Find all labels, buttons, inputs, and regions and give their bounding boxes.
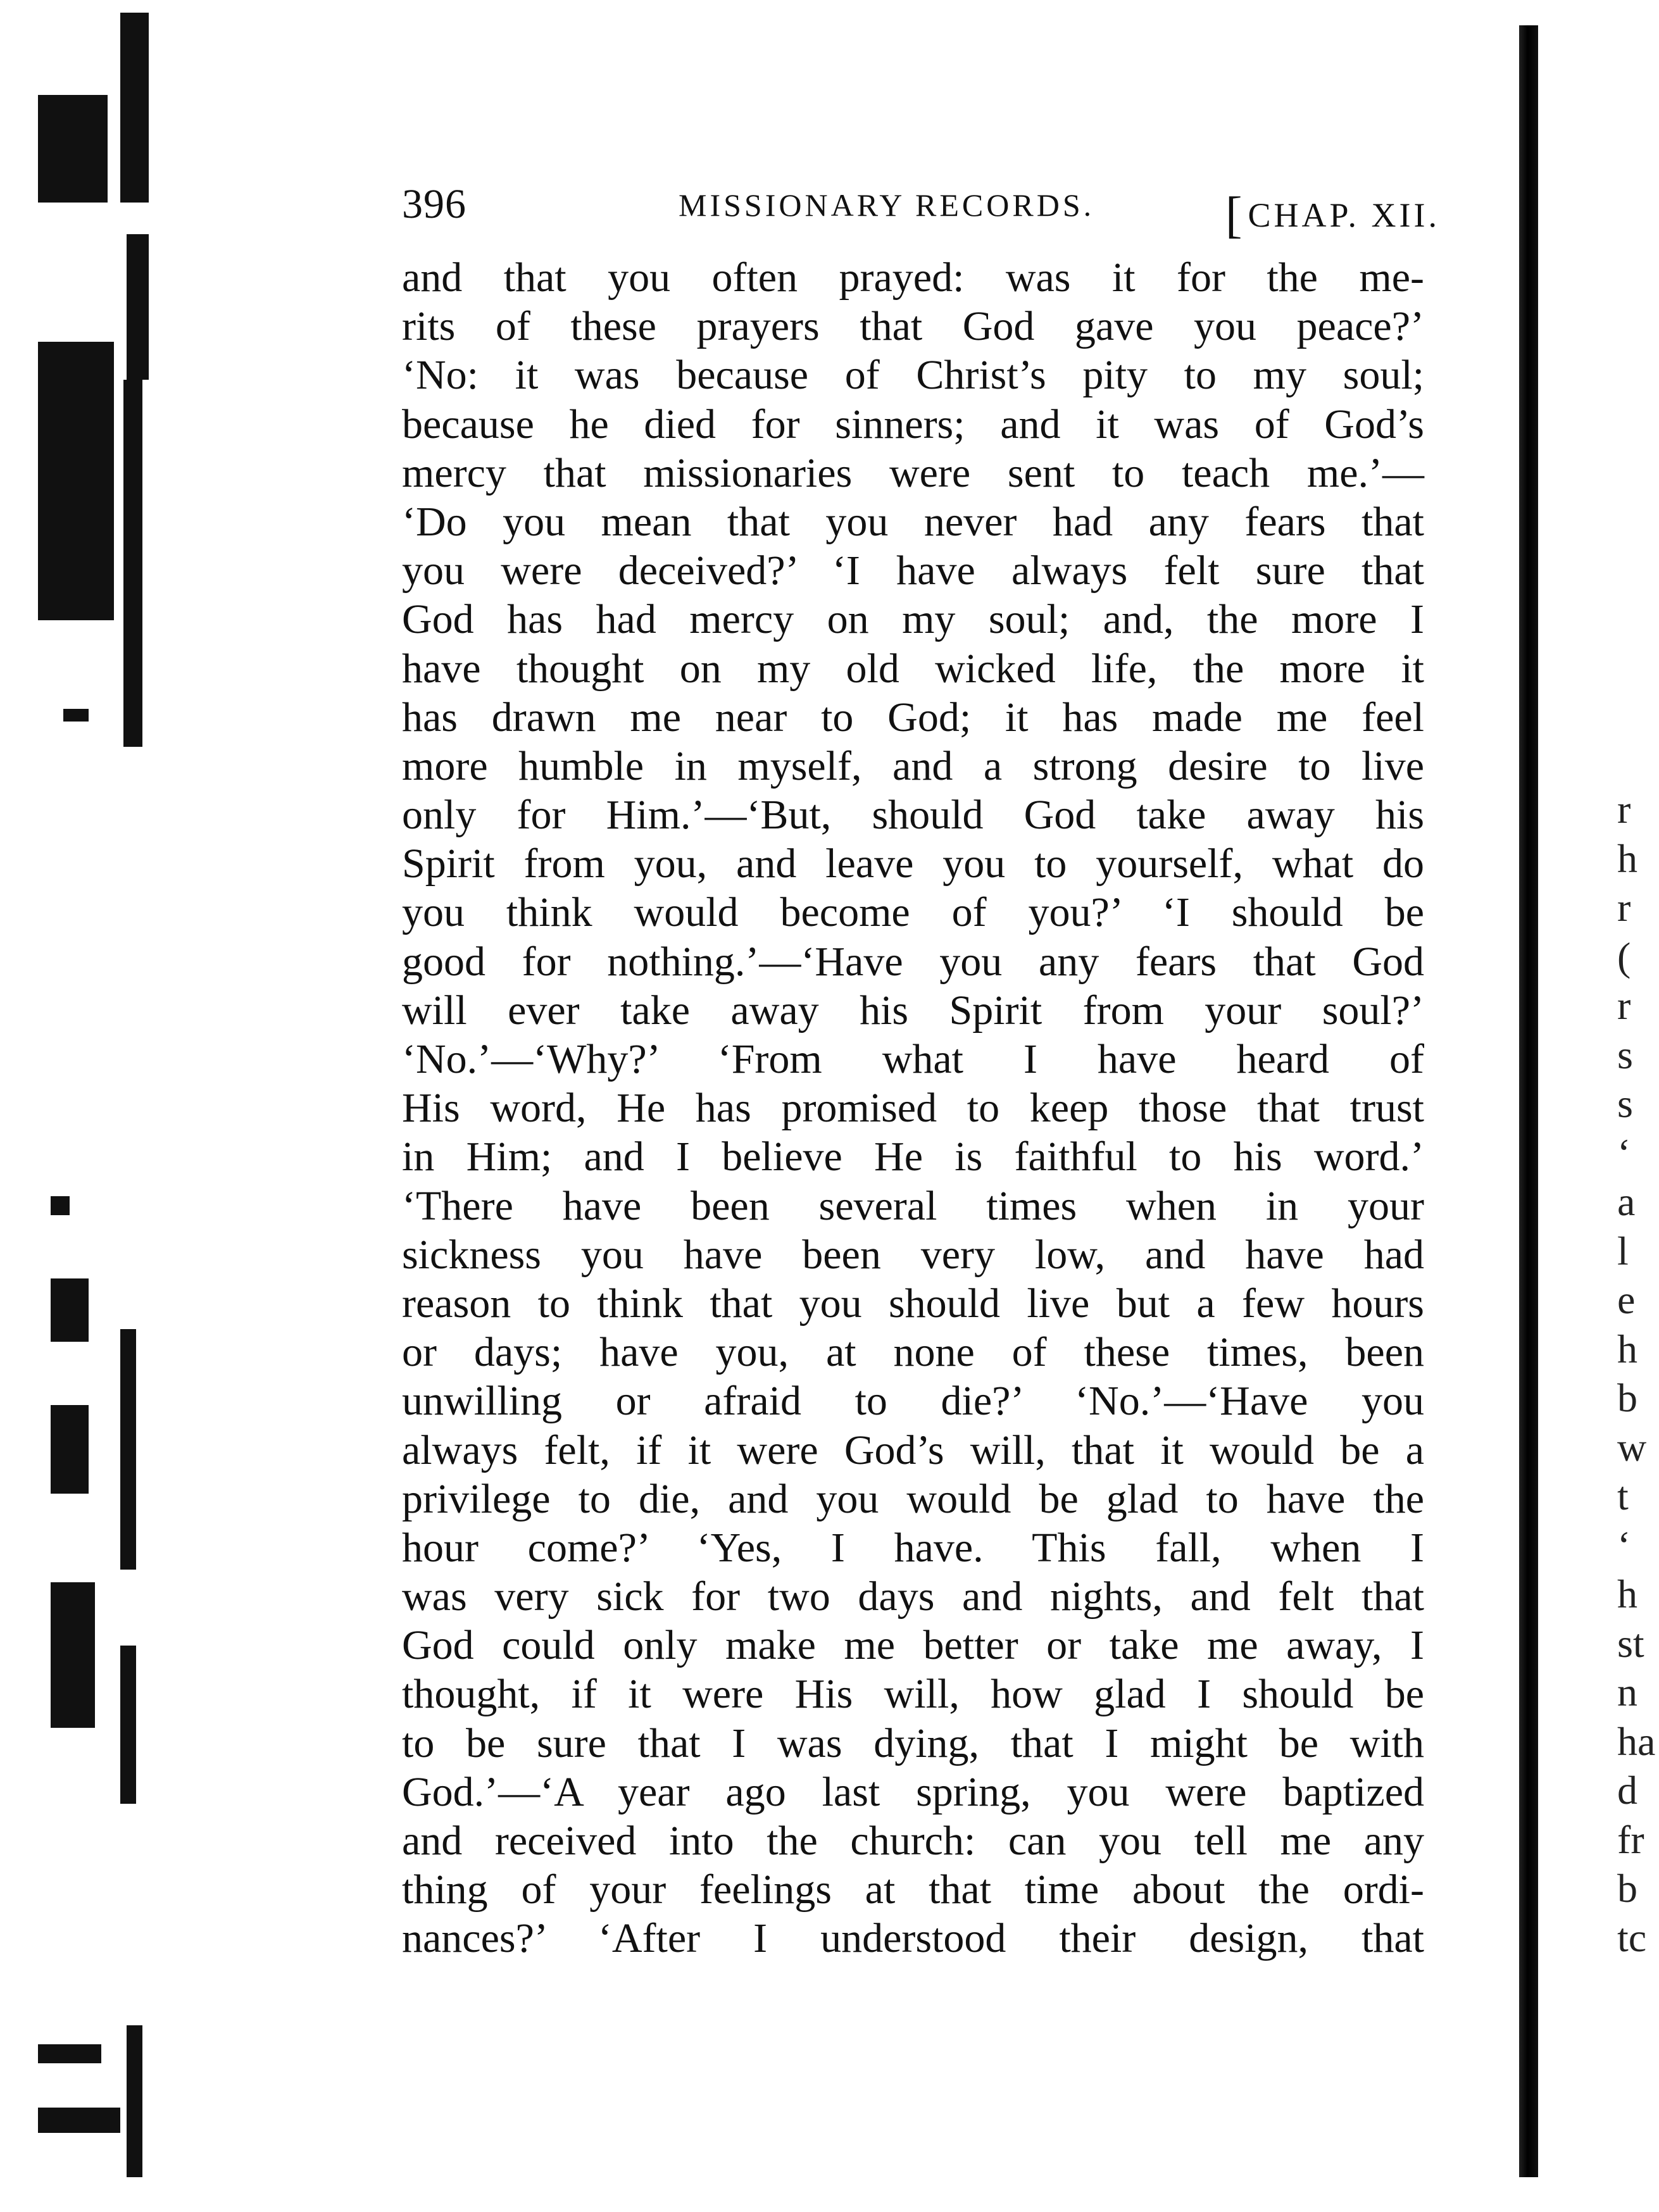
text-line: and that you often prayed: was it for the me- [402, 254, 1424, 301]
text-line: ‘No: it was because of Christ’s pity to my soul; [402, 352, 1424, 399]
text-line: ‘Do you mean that you never had any fears that [402, 498, 1424, 545]
text-line: more humble in myself, and a strong desire to live [402, 742, 1424, 789]
fragment: t [1617, 1473, 1629, 1518]
fragment: ha [1617, 1718, 1656, 1764]
chapter-reference [1225, 182, 1440, 243]
text-line: have thought on my old wicked life, the more it [402, 645, 1424, 692]
fragment: s [1617, 1032, 1633, 1077]
text-line: nances?’ ‘After I understood their design, that [402, 1915, 1424, 1962]
fragment: h [1617, 1572, 1637, 1616]
text-line: Spirit from you, and leave you to yourself, what do [402, 840, 1424, 887]
text-line: to be sure that I was dying, that I might be with [402, 1720, 1424, 1766]
adjacent-page-fragments [1617, 785, 1659, 1962]
chapter-label: CHAP. XII. [1248, 196, 1440, 234]
text-line: in Him; and I believe He is faithful to his word.’ [402, 1134, 1424, 1180]
fragment: h [1617, 1326, 1637, 1372]
text-line: because he died for sinners; and it was of God’s [402, 401, 1424, 447]
text-line: or days; have you, at none of these times, been [402, 1329, 1424, 1376]
left-gutter-scan-artifact [0, 0, 190, 2212]
fragment: tc [1617, 1915, 1647, 1960]
text-line: has drawn me near to God; it has made me feel [402, 694, 1424, 740]
fragment: r [1617, 983, 1631, 1028]
text-line: and received into the church: can you tell me any [402, 1818, 1424, 1864]
text-line: only for Him.’—‘But, should God take away his [402, 792, 1424, 839]
text-line: hour come?’ ‘Yes, I have. This fall, when I [402, 1524, 1424, 1571]
fragment: r [1617, 885, 1631, 930]
fragment: s [1617, 1081, 1633, 1126]
fragment: w [1617, 1424, 1647, 1470]
fragment: n [1617, 1670, 1637, 1715]
text-line: unwilling or afraid to die?’ ‘No.’—‘Have you [402, 1378, 1424, 1425]
text-line: will ever take away his Spirit from your soul?’ [402, 987, 1424, 1034]
fragment: st [1617, 1620, 1644, 1666]
page-fold-shadow [1519, 25, 1538, 2177]
bracket-glyph: [ [1225, 187, 1246, 243]
fragment: ‘ [1617, 1130, 1631, 1175]
fragment: fr [1617, 1816, 1644, 1862]
text-line: God has had mercy on my soul; and, the more I [402, 596, 1424, 643]
fragment: ( [1617, 934, 1631, 979]
text-line: rits of these prayers that God gave you peace?’ [402, 303, 1424, 350]
text-line: sickness you have been very low, and have had [402, 1231, 1424, 1278]
fragment: r [1617, 787, 1631, 832]
fragment: h [1617, 835, 1637, 881]
text-line: was very sick for two days and nights, and felt that [402, 1573, 1424, 1620]
text-line: God could only make me better or take me away, I [402, 1622, 1424, 1669]
text-line: you were deceived?’ ‘I have always felt sure that [402, 547, 1424, 594]
text-line: thing of your feelings at that time about the ordi- [402, 1866, 1424, 1913]
running-header [402, 180, 1440, 243]
fragment: a [1617, 1179, 1636, 1224]
fragment: b [1617, 1866, 1637, 1911]
text-line: ‘No.’—‘Why?’ ‘From what I have heard of [402, 1036, 1424, 1082]
text-line: privilege to die, and you would be glad to have the [402, 1475, 1424, 1522]
text-line: His word, He has promised to keep those that trust [402, 1085, 1424, 1132]
body-text [402, 253, 1424, 1963]
text-line: always felt, if it were God’s will, that it would be a [402, 1427, 1424, 1473]
text-line: thought, if it were His will, how glad I should be [402, 1671, 1424, 1718]
fragment: ‘ [1617, 1522, 1631, 1568]
page-number: 396 [402, 181, 466, 227]
running-title: MISSIONARY RECORDS. [679, 187, 1095, 223]
text-line: reason to think that you should live but a few hours [402, 1280, 1424, 1327]
text-line: you think would become of you?’ ‘I should be [402, 889, 1424, 936]
text-line: good for nothing.’—‘Have you any fears that God [402, 938, 1424, 985]
text-line: ‘There have been several times when in your [402, 1182, 1424, 1229]
text-line: God.’—‘A year ago last spring, you were baptized [402, 1768, 1424, 1815]
fragment: l [1617, 1228, 1629, 1273]
fragment: b [1617, 1375, 1637, 1420]
text-line: mercy that missionaries were sent to teach me.’— [402, 449, 1424, 496]
fragment: d [1617, 1768, 1637, 1813]
fragment: e [1617, 1277, 1636, 1322]
